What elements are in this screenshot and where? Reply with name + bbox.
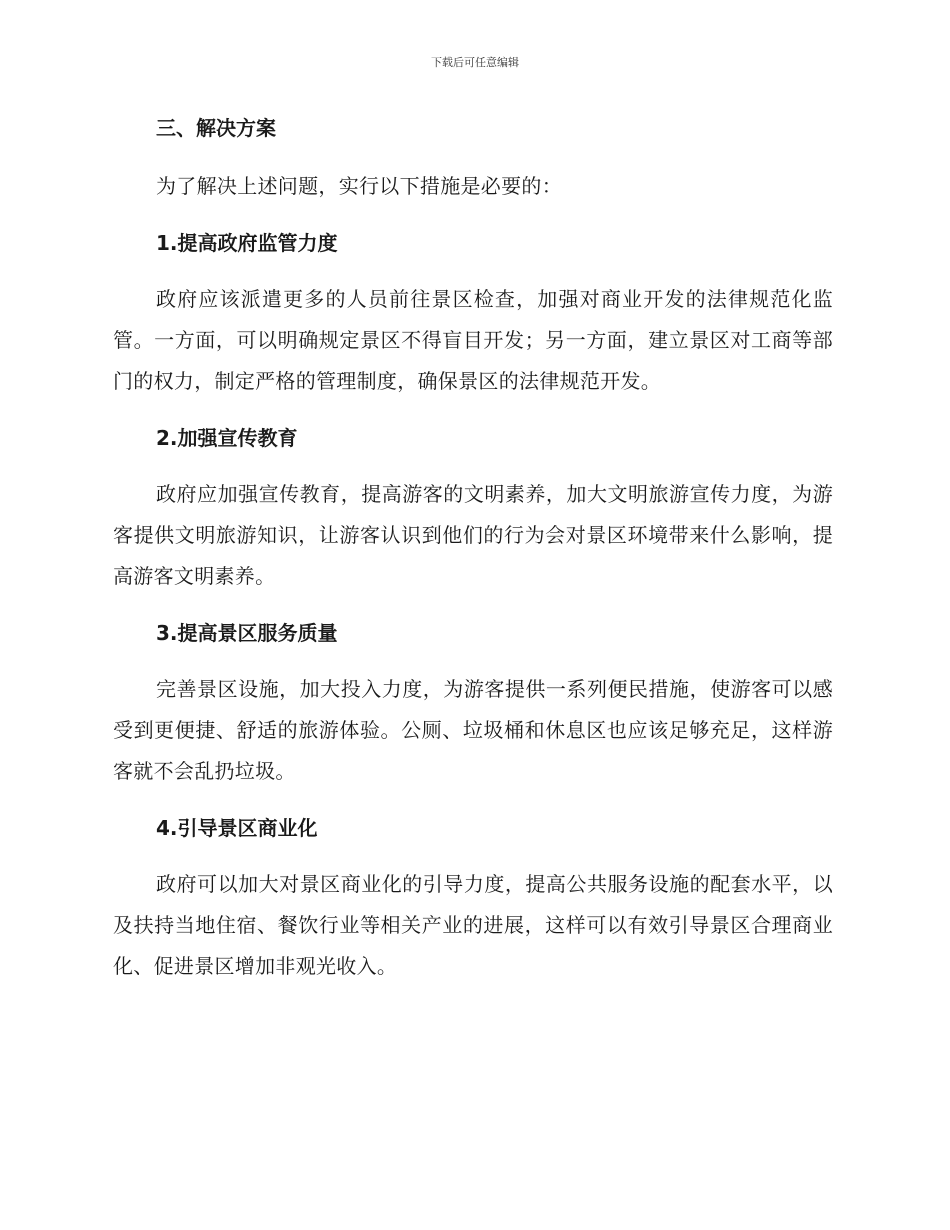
paragraph-3: 完善景区设施，加大投入力度，为游客提供一系列便民措施，使游客可以感受到更便捷、舒适的旅游体验。公厕、垃圾桶和休息区也应该足够充足，这样游客就不会乱扔垃圾。 <box>113 677 833 783</box>
intro-paragraph: 为了解决上述问题，实行以下措施是必要的： <box>156 174 562 198</box>
document-body <box>113 110 833 987</box>
subheading-4: 4.引导景区商业化 <box>156 816 318 840</box>
paragraph-4: 政府可以加大对景区商业化的引导力度，提高公共服务设施的配套水平，以及扶持当地住宿、餐饮行业等相关产业的进展，这样可以有效引导景区合理商业化、促进景区增加非观光收入。 <box>113 872 833 978</box>
page-header: 下载后可任意编辑 <box>431 56 519 69</box>
paragraph-1: 政府应该派遣更多的人员前往景区检查，加强对商业开发的法律规范化监管。一方面，可以明确规定景区不得盲目开发；另一方面，建立景区对工商等部门的权力，制定严格的管理制度，确保景区的法律规范开发。 <box>113 287 833 393</box>
subheading-2: 2.加强宣传教育 <box>156 426 298 450</box>
section-title: 三、解决方案 <box>156 116 276 140</box>
subheading-3: 3.提高景区服务质量 <box>156 621 338 645</box>
paragraph-2: 政府应加强宣传教育，提高游客的文明素养，加大文明旅游宣传力度，为游客提供文明旅游知识，让游客认识到他们的行为会对景区环境带来什么影响，提高游客文明素养。 <box>113 482 833 588</box>
subheading-1: 1.提高政府监管力度 <box>156 231 338 255</box>
